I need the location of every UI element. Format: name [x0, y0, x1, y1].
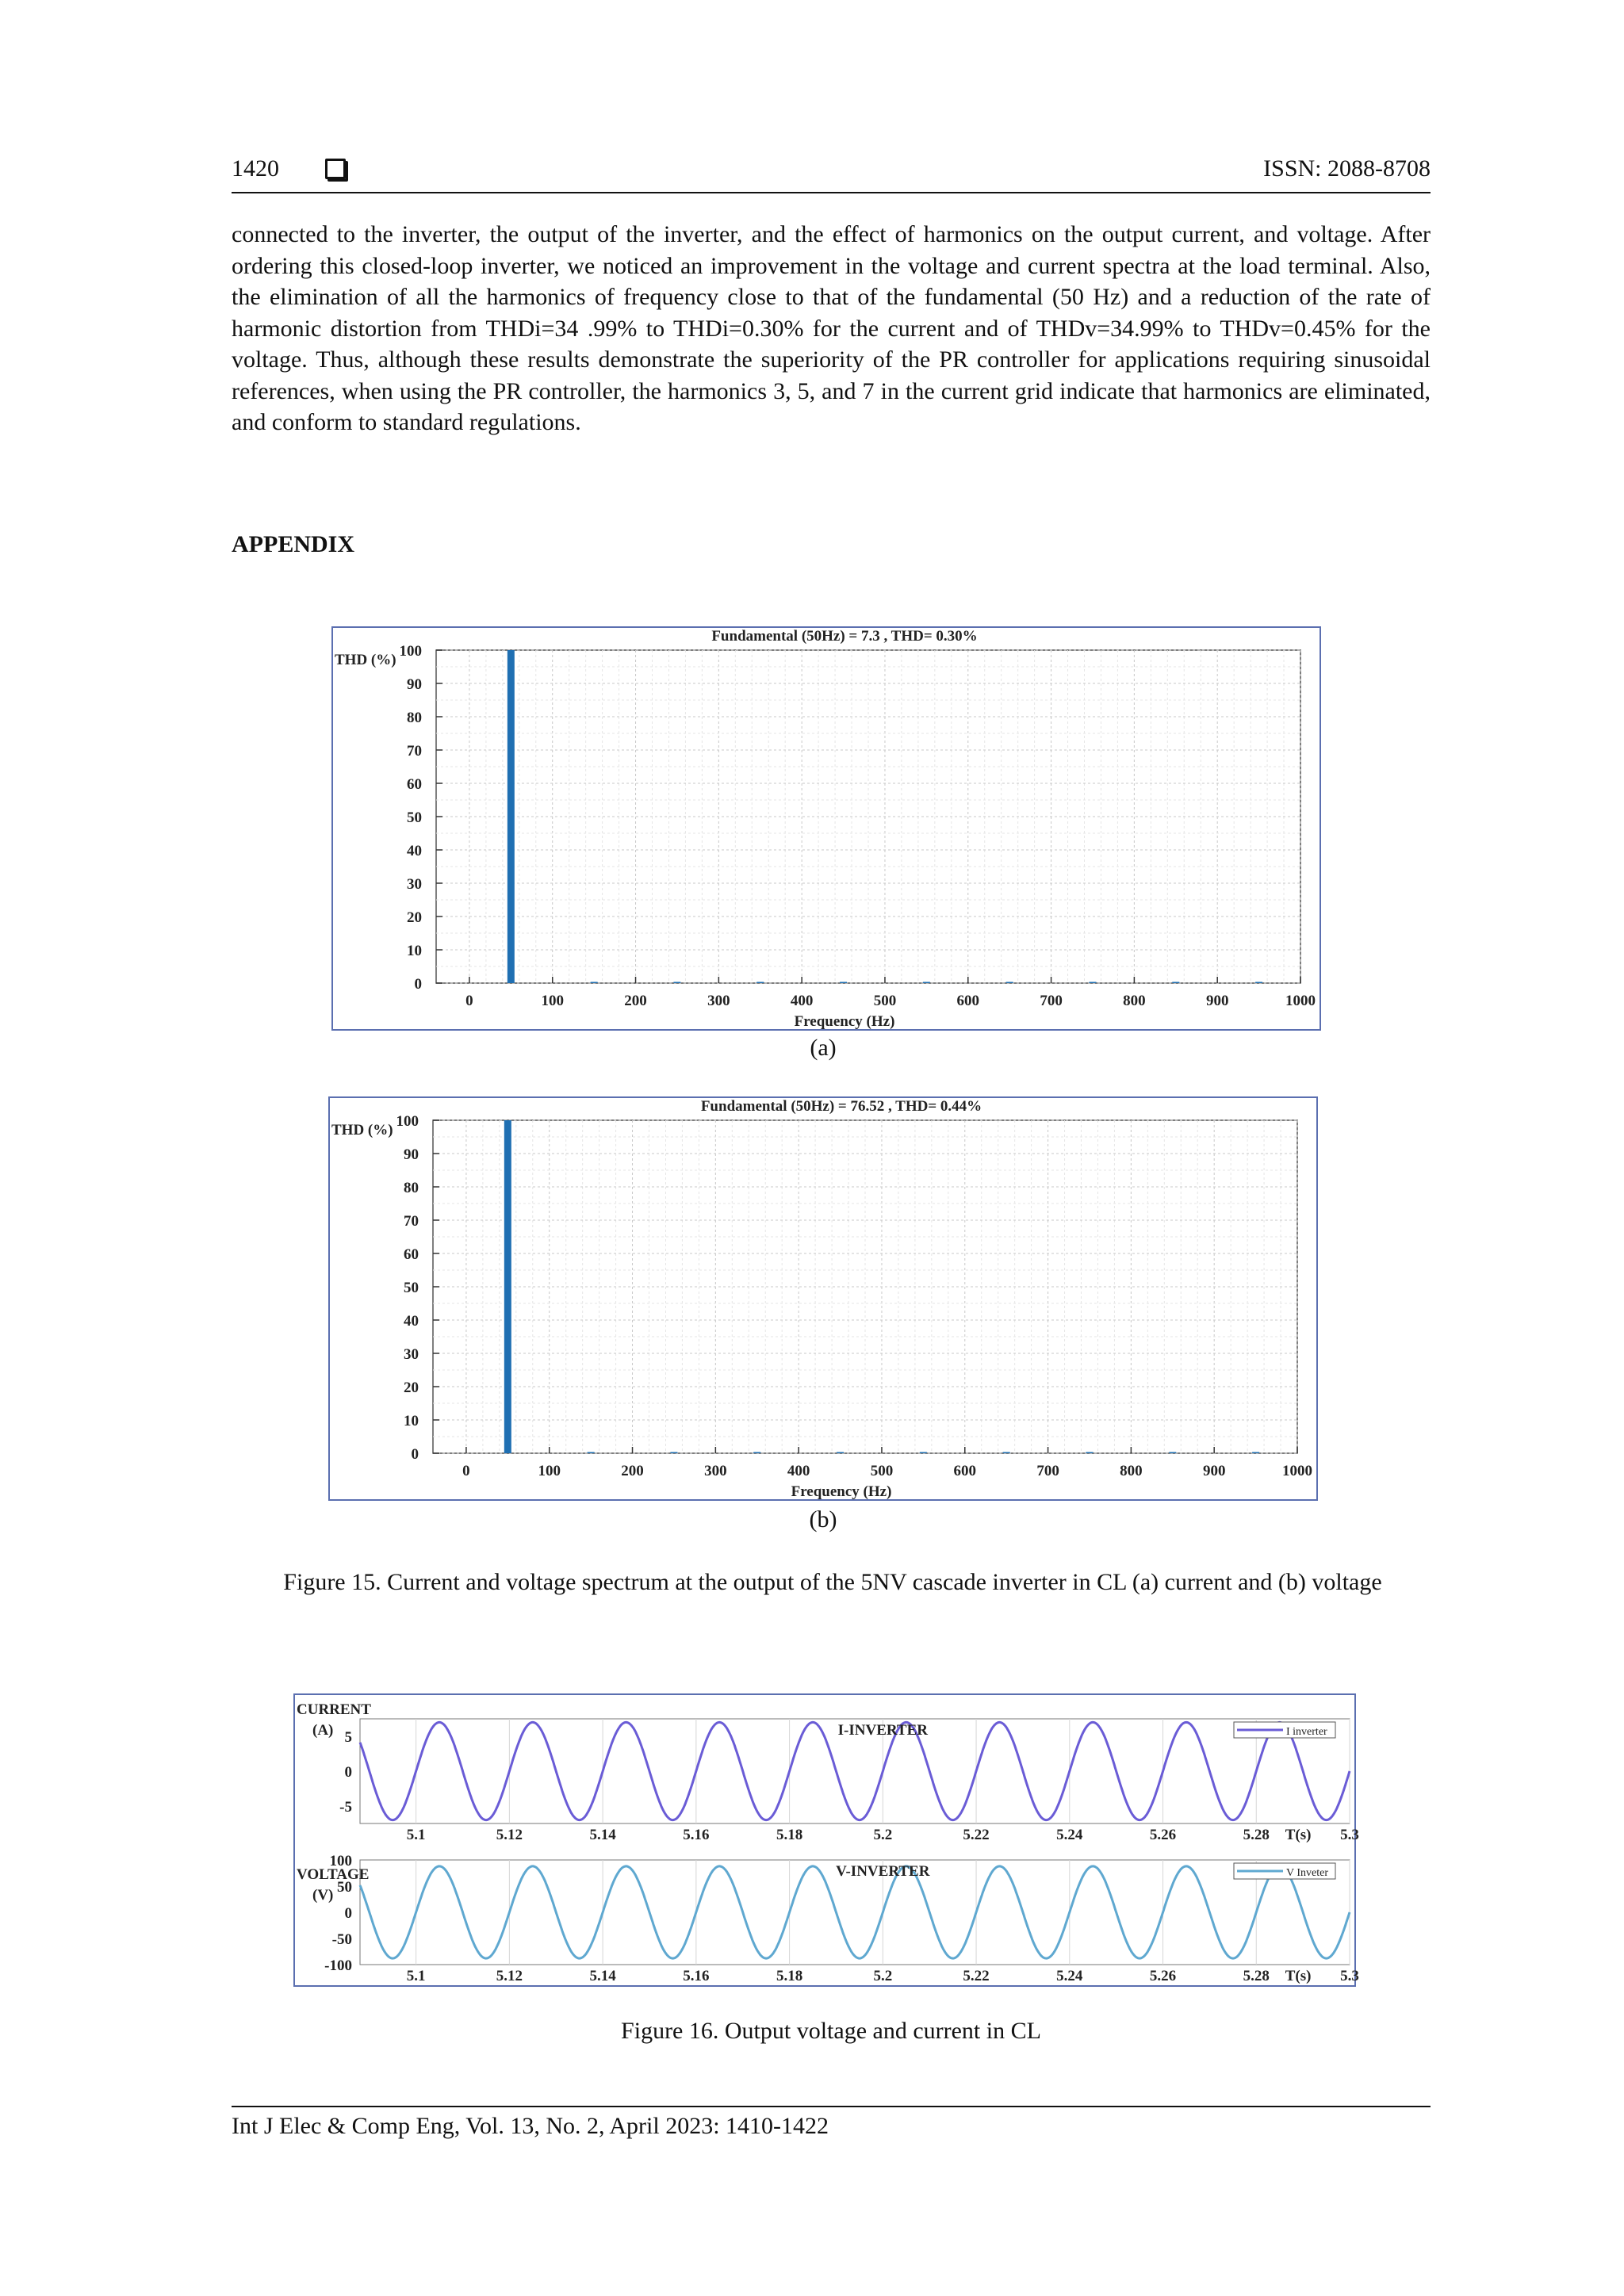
spectrum-a-x-tick-label: 400: [790, 993, 814, 1009]
spectrum-b-x-tick-label: 500: [870, 1463, 894, 1479]
spectrum-a-y-tick-label: 40: [407, 843, 422, 859]
spectrum-a-x-tick-label: 200: [624, 993, 647, 1009]
spectrum-b-x-tick-label: 300: [704, 1463, 727, 1479]
spectrum-a-y-tick-label: 50: [407, 809, 422, 826]
spectrum-a-y-tick-label: 70: [407, 743, 422, 760]
voltage-wave-x-tick-label: 5.2: [873, 1968, 893, 1984]
spectrum-a-x-tick-label: 800: [1123, 993, 1146, 1009]
voltage-wave-y-tick-label: -50: [331, 1931, 352, 1948]
spectrum-a-bar: [756, 982, 764, 984]
current-wave-x-tick-label: 5.26: [1149, 1827, 1177, 1843]
spectrum-a-x-tick-label: 0: [465, 993, 473, 1009]
square-bullet-icon: [325, 159, 346, 179]
spectrum-b-y-tick-label: 80: [404, 1180, 419, 1196]
issn-label: ISSN: 2088-8708: [1263, 155, 1431, 182]
voltage-y-axis-label-line1: VOLTAGE: [297, 1866, 370, 1883]
voltage-wave-title: V-INVERTER: [836, 1863, 930, 1880]
spectrum-a-bar: [673, 982, 680, 984]
figure15-sublabel-b: (b): [809, 1506, 837, 1533]
voltage-wave-x-axis-label: T(s): [1285, 1968, 1312, 1984]
current-wave-x-tick-label: 5.14: [589, 1827, 616, 1843]
spectrum-b-x-tick-label: 0: [462, 1463, 470, 1479]
current-wave-title: I-INVERTER: [837, 1722, 929, 1739]
current-wave-y-tick-label: 5: [344, 1729, 352, 1746]
spectrum-a-y-axis-label: THD (%): [335, 652, 396, 668]
current-wave-x-tick-label: 5.16: [683, 1827, 710, 1843]
voltage-wave-y-tick-label: 100: [329, 1853, 352, 1869]
spectrum-b-x-tick-label: 1000: [1282, 1463, 1312, 1479]
current-wave-legend-label: I inverter: [1286, 1726, 1327, 1738]
current-y-axis-label-line2: (A): [312, 1722, 334, 1739]
spectrum-b-bar: [1003, 1452, 1010, 1454]
current-wave-x-tick-label: 5.24: [1056, 1827, 1083, 1843]
spectrum-chart-voltage: [328, 1096, 1318, 1501]
current-wave-x-axis-label: T(s): [1285, 1827, 1312, 1843]
spectrum-a-y-tick-label: 100: [399, 643, 422, 660]
figure16-caption: Figure 16. Output voltage and current in CL: [621, 2018, 1041, 2044]
current-wave-x-tick-label: 5.12: [496, 1827, 523, 1843]
current-wave-x-tick-label: 5.18: [776, 1827, 803, 1843]
spectrum-a-y-tick-label: 30: [407, 876, 422, 893]
spectrum-a-y-tick-label: 10: [407, 943, 422, 959]
spectrum-b-y-tick-label: 30: [404, 1346, 419, 1363]
current-wave-x-tick-label: 5.2: [873, 1827, 893, 1843]
spectrum-b-bar: [1086, 1452, 1093, 1454]
voltage-wave-x-tick-label: 5.26: [1149, 1968, 1177, 1984]
footer-rule: [232, 2106, 1431, 2107]
voltage-wave-x-tick-label: 5.18: [776, 1968, 803, 1984]
spectrum-b-x-tick-label: 700: [1036, 1463, 1059, 1479]
spectrum-a-x-tick-label: 300: [707, 993, 730, 1009]
current-y-axis-label-line1: CURRENT: [297, 1701, 371, 1718]
spectrum-a-bar: [591, 982, 598, 984]
spectrum-b-bar: [1252, 1452, 1259, 1454]
voltage-wave-x-tick-label: 5.1: [406, 1968, 426, 1984]
spectrum-a-x-tick-label: 100: [541, 993, 564, 1009]
page-footer: Int J Elec & Comp Eng, Vol. 13, No. 2, April 2023: 1410-1422: [232, 2113, 829, 2139]
spectrum-a-y-tick-label: 60: [407, 776, 422, 793]
spectrum-a-bar: [1172, 982, 1179, 984]
voltage-wave-x-tick-label: 5.12: [496, 1968, 523, 1984]
voltage-wave-y-tick-label: 50: [337, 1879, 352, 1896]
voltage-wave-x-tick-label: 5.14: [589, 1968, 616, 1984]
spectrum-a-x-tick-label: 700: [1040, 993, 1063, 1009]
current-wave-x-tick-label: 5.22: [963, 1827, 990, 1843]
spectrum-a-y-tick-label: 20: [407, 909, 422, 926]
spectrum-b-y-tick-label: 70: [404, 1213, 419, 1230]
spectrum-a-bar: [1089, 982, 1096, 984]
spectrum-b-y-tick-label: 90: [404, 1146, 419, 1163]
spectrum-a-y-tick-label: 0: [414, 976, 422, 993]
voltage-wave-x-tick-label: 5.16: [683, 1968, 710, 1984]
spectrum-a-y-tick-label: 80: [407, 710, 422, 726]
spectrum-b-x-tick-label: 800: [1120, 1463, 1143, 1479]
figure15-sublabel-a: (a): [810, 1035, 837, 1061]
spectrum-b-x-tick-label: 400: [787, 1463, 810, 1479]
waveform-chart-svg: [295, 1695, 1359, 1985]
spectrum-a-x-axis-label: Frequency (Hz): [794, 1013, 895, 1030]
current-wave-x-tick-label: 5.3: [1340, 1827, 1359, 1843]
spectrum-a-bar: [840, 982, 847, 984]
voltage-wave-y-tick-label: -100: [324, 1957, 352, 1974]
spectrum-b-bar: [837, 1452, 844, 1454]
spectrum-b-y-tick-label: 40: [404, 1313, 419, 1330]
spectrum-b-y-tick-label: 60: [404, 1246, 419, 1263]
current-wave-y-tick-label: -5: [339, 1799, 352, 1816]
spectrum-b-bar: [920, 1452, 927, 1454]
spectrum-b-x-tick-label: 900: [1202, 1463, 1226, 1479]
voltage-wave-x-tick-label: 5.22: [963, 1968, 990, 1984]
spectrum-b-x-tick-label: 600: [953, 1463, 977, 1479]
spectrum-b-bar: [504, 1120, 511, 1453]
spectrum-a-bar: [508, 650, 515, 983]
spectrum-b-x-tick-label: 100: [538, 1463, 561, 1479]
spectrum-a-bar: [1255, 982, 1262, 984]
page-header: [232, 155, 1431, 192]
voltage-wave-legend-label: V Inveter: [1286, 1867, 1328, 1879]
spectrum-a-x-tick-label: 500: [873, 993, 897, 1009]
current-wave-x-tick-label: 5.28: [1243, 1827, 1270, 1843]
spectrum-a-y-tick-label: 90: [407, 676, 422, 693]
spectrum-chart-current-svg: [333, 628, 1320, 1029]
spectrum-b-y-axis-label: THD (%): [331, 1122, 393, 1138]
current-wave-x-tick-label: 5.1: [406, 1827, 426, 1843]
voltage-y-axis-label-line2: (V): [312, 1887, 334, 1904]
voltage-wave-x-tick-label: 5.24: [1056, 1968, 1083, 1984]
spectrum-a-x-tick-label: 1000: [1285, 993, 1316, 1009]
spectrum-a-bar: [1006, 982, 1013, 984]
spectrum-b-y-tick-label: 10: [404, 1413, 419, 1429]
spectrum-chart-current: [331, 626, 1321, 1031]
spectrum-a-bar: [923, 982, 930, 984]
waveform-chart: [293, 1693, 1359, 1987]
spectrum-b-bar: [670, 1452, 677, 1454]
spectrum-b-bar: [1169, 1452, 1176, 1454]
page-number: 1420: [232, 155, 279, 182]
header-rule: [232, 192, 1431, 193]
spectrum-b-x-tick-label: 200: [621, 1463, 644, 1479]
current-wave-y-tick-label: 0: [344, 1764, 352, 1781]
spectrum-b-y-tick-label: 100: [396, 1113, 419, 1130]
spectrum-a-x-tick-label: 600: [956, 993, 980, 1009]
spectrum-b-y-tick-label: 0: [411, 1446, 419, 1463]
voltage-wave-x-tick-label: 5.28: [1243, 1968, 1270, 1984]
spectrum-chart-voltage-svg: [330, 1098, 1316, 1499]
spectrum-b-y-tick-label: 50: [404, 1280, 419, 1296]
spectrum-b-bar: [588, 1452, 595, 1454]
appendix-heading: APPENDIX: [232, 531, 354, 557]
figure15-caption: Figure 15. Current and voltage spectrum at the output of the 5NV cascade inverter in CL (a) current and (b) voltage: [283, 1569, 1382, 1595]
spectrum-b-bar: [753, 1452, 760, 1454]
voltage-wave-x-tick-label: 5.3: [1340, 1968, 1359, 1984]
spectrum-b-x-axis-label: Frequency (Hz): [791, 1483, 892, 1500]
spectrum-b-y-tick-label: 20: [404, 1380, 419, 1396]
voltage-wave-y-tick-label: 0: [344, 1905, 352, 1922]
spectrum-a-title: Fundamental (50Hz) = 7.3 , THD= 0.30%: [711, 628, 978, 645]
spectrum-b-title: Fundamental (50Hz) = 76.52 , THD= 0.44%: [700, 1098, 982, 1115]
spectrum-a-x-tick-label: 900: [1205, 993, 1229, 1009]
body-paragraph: connected to the inverter, the output of the inverter, and the effect of harmonics on the output current, and voltage. After ordering this closed-loop inverter, we noticed an improvement in the voltage and current spectra at the load terminal. Also, the elimination of all the harmonics of frequency close to that of the fundamental (50 Hz) and a reduction of the rate of harmonic distortion from THDi=34 .99% to THDi=0.30% for the current and of THDv=34.99% to THDv=0.45% for the voltage. Thus, although these results demonstrate the superiority of the PR controller for applications requiring sinusoidal references, when using the PR controller, the harmonics 3, 5, and 7 in the current grid indicate that harmonics are eliminated, and conform to standard regulations.: [232, 221, 1431, 435]
